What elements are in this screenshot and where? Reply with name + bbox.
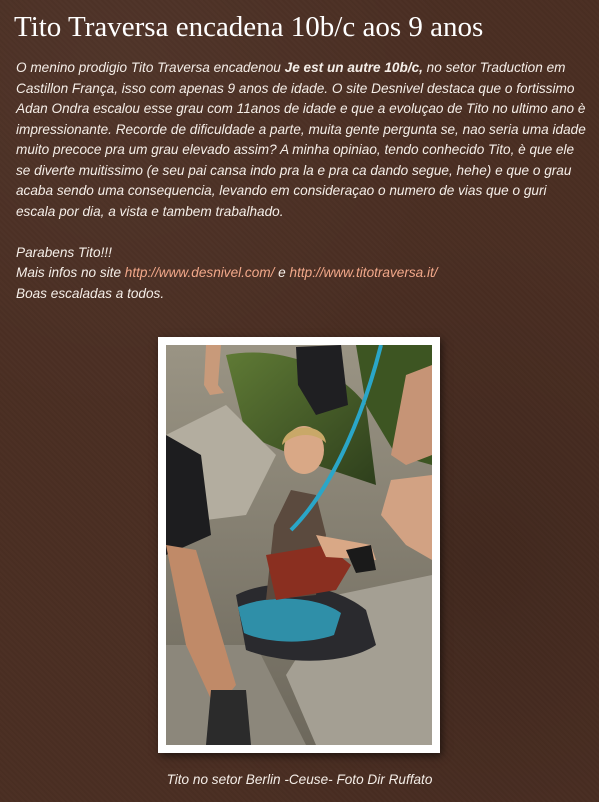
paragraph-text: no setor Traduction em Castillon França, isso com apenas 9 anos de idade. O site Desnivel destaca que o fortissimo Adan Ondra escalou esse grau com 11anos de idade e que a evoluçao de Tito no ultimo ano è impressionante. Recorde de dificuldade a parte, muita gente pergunta se, nao seria uma idade muito precoce pra um grau elevado assim? A minha opiniao, tendo conhecido Tito, è que ele se diverte muitissimo (e seu pai cansa indo pra la e pra ca dando segue, hehe) e que o grau acaba sendo uma consequencia, levando em consideraçao o numero de vias que o guri escala por dia, a vista e tambem trabalhado. <box>16 60 586 219</box>
photo-caption: Tito no setor Berlin -Ceuse- Foto Dir Ruffato <box>166 772 433 787</box>
closing-line: Boas escaladas a todos. <box>16 285 165 301</box>
titotraversa-link[interactable]: http://www.titotraversa.it/ <box>289 265 438 280</box>
post-title: Tito Traversa encadena 10b/c aos 9 anos <box>14 11 484 43</box>
blue-rope-coil <box>238 599 341 642</box>
route-name: Je est un autre 10b/c, <box>284 60 423 75</box>
more-info-line <box>16 263 586 284</box>
paragraph-text: O menino prodigio Tito Traversa encadenou <box>16 60 285 75</box>
photo-frame[interactable] <box>158 337 440 753</box>
more-info-text: Mais infos no site <box>16 265 125 280</box>
post-paragraph-1 <box>16 58 586 222</box>
belayer-shoe <box>206 690 251 745</box>
desnivel-link[interactable]: http://www.desnivel.com/ <box>124 265 275 280</box>
post-body <box>16 58 586 304</box>
more-info-conjunction: e <box>274 265 290 280</box>
paragraph-gap <box>16 222 586 243</box>
climber-photo[interactable] <box>166 345 432 745</box>
congrats-line: Parabens Tito!!! <box>16 244 112 260</box>
